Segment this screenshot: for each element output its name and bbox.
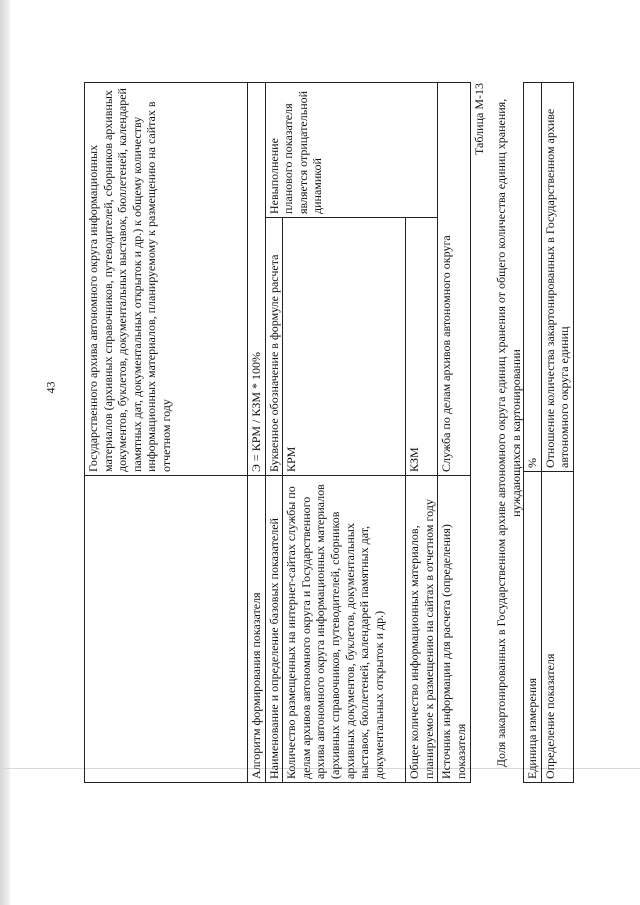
definition-value: Отношение количества закартонированных в Государственном архиве автономного округа единиц [541,83,573,472]
source-value: Служба по делам архивов автономного округа [438,83,470,476]
indicator-name: Количество размещенных на интернет-сайтах службы по делам архивов автономного округа и Государственного архива автономного округа информационных материалов (архивных справочников, путеводителей, сборников архивных документов, буклетов, документальных выставок, бюллетеней, календарей памятных дат, документальных открыток и др.) [283,476,406,783]
indicator-symbol: КРМ [283,218,406,476]
indicator-table-m13 [523,82,574,783]
table-row [541,83,573,783]
scan-shadow-edge [0,0,10,905]
column-header-name: Наименование и определение базовых показателей [265,476,283,783]
table-row [265,83,283,783]
definition-continuation-text: Государственного архива автономного округа информационных материалов (архивных справочников, путеводителей, сборников архивных документов, буклетов, документальных выставок, бюллетеней, календарей памятных дат, документальных открыток и др.) к общему количеству информационных материалов, планируемому к размещению на сайтах в отчетном году [85,83,248,476]
unit-label: Единица измерения [524,472,542,783]
dynamics-note: Невыполнение планового показателя является отрицательной динамикой [265,83,438,218]
table-row [524,83,542,783]
indicator-symbol: КЗМ [406,218,438,476]
table-row [85,83,248,783]
column-header-symbol: Буквенное обозначение в формуле расчета [265,218,283,476]
source-label: Источник информации для расчета (определения) показателя [438,476,470,783]
page-number: 43 [43,381,58,394]
unit-value: % [524,83,542,472]
table-cell-empty [85,476,248,783]
algorithm-label: Алгоритм формирования показателя [248,476,266,783]
rotated-page-content [84,58,640,783]
indicator-table-m12 [84,82,471,783]
table-title: Доля закартонированных в Государственном архиве автономного округа единиц хранения от общего количества единиц хранения, нуждающихся в картонировании [494,98,523,768]
definition-label: Определение показателя [541,472,573,783]
algorithm-formula: Э = КРМ / КЗМ * 100% [248,83,266,476]
indicator-name: Общее количество информационных материалов, планируемое к размещению на сайтах в отчетном году [406,476,438,783]
table-caption: Таблица М-13 [472,83,486,155]
table-row [248,83,266,783]
table-row [438,83,470,783]
